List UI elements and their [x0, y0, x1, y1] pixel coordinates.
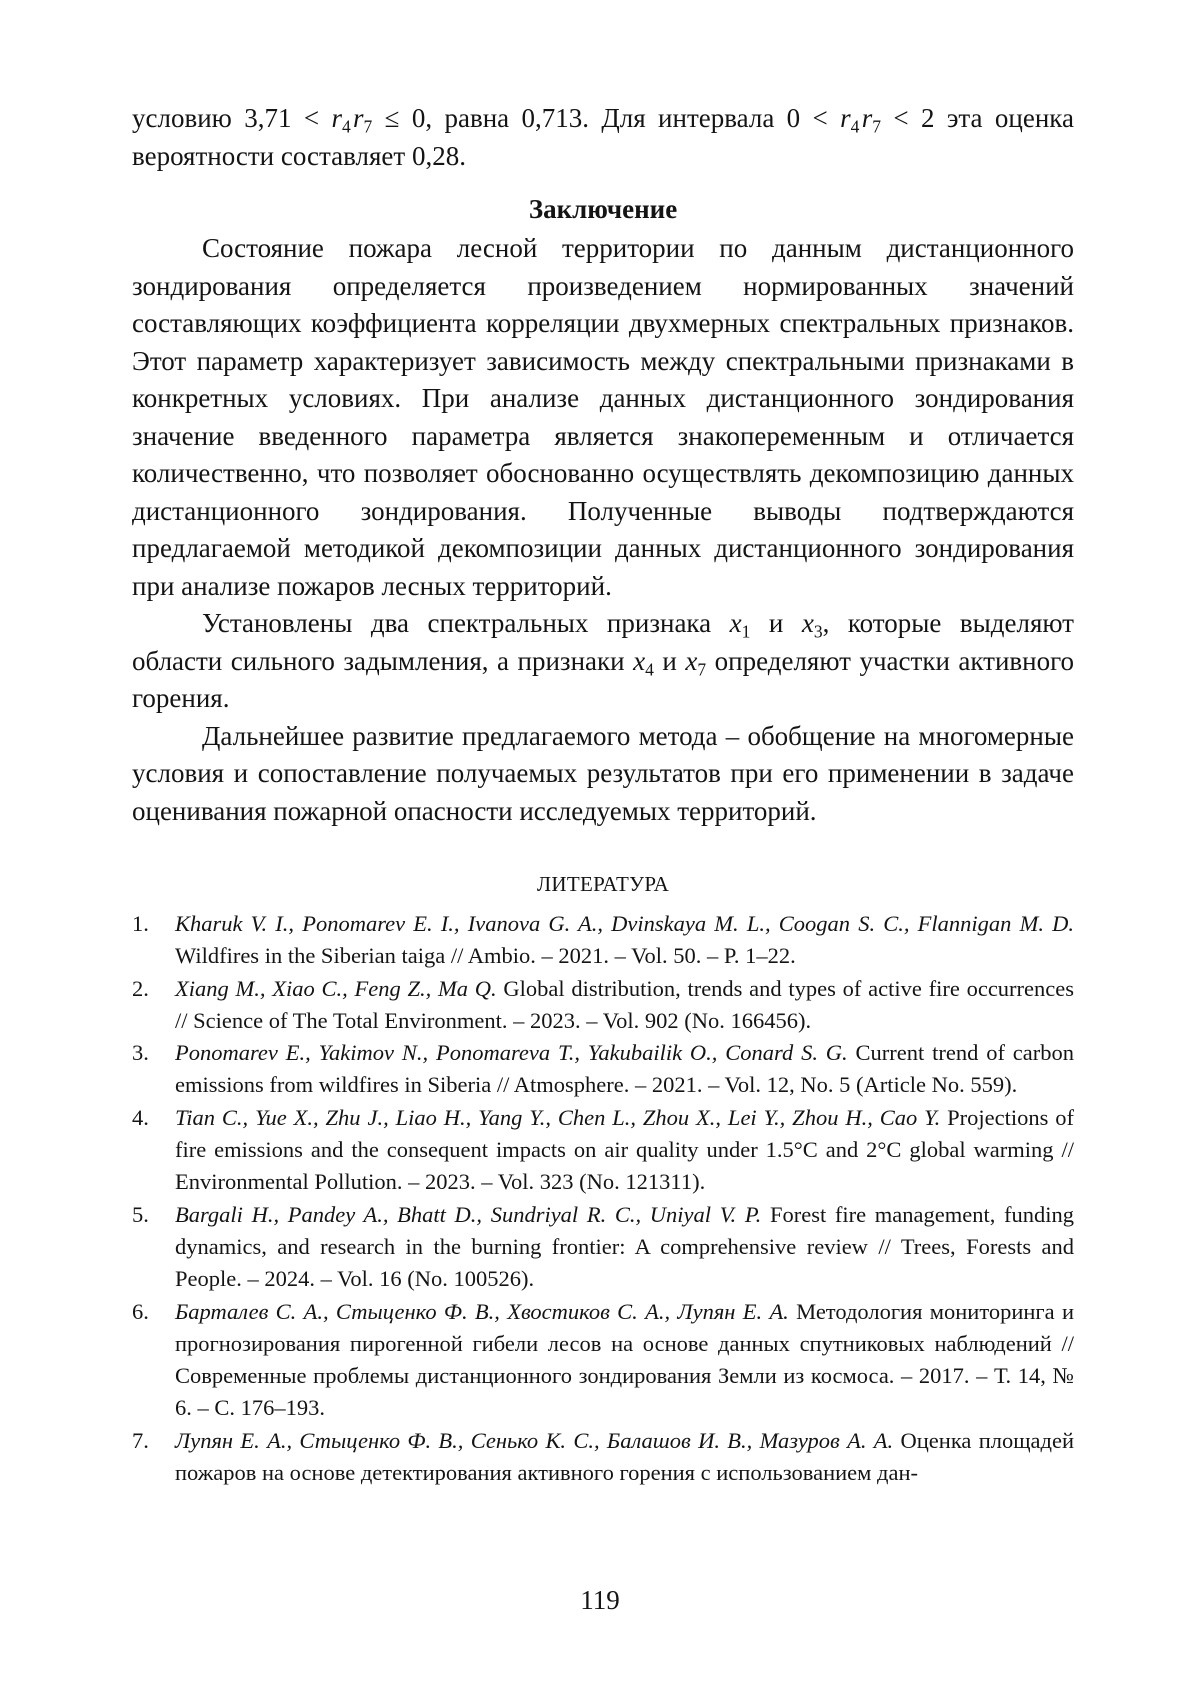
conclusion-paragraph-1: Состояние пожара лесной территории по данным дистанционного зондирования определяется произведением нормированных значений составляющих коэффициента корреляции двухмерных спектральных признаков. Этот параметр характеризует зависимость между спектральными признаками в конкретных условиях. При анализе данных дистанционного зондирования значение введенного параметра является знакопеременным и отличается количественно, что позволяет обоснованно осуществлять декомпозицию данных дистанционного зондирования. Полученные выводы подтверждаются предлагаемой методикой декомпозиции данных дистанционного зондирования при анализе пожаров лесных территорий.: [132, 233, 1074, 601]
paragraph-text: , которые выделяют области сильного задымления, а признаки: [132, 608, 1074, 676]
reference-list: [132, 908, 1074, 1489]
math-variable: x: [633, 645, 646, 676]
math-subscript: 4: [850, 116, 860, 137]
section-title: Заключение: [528, 194, 678, 224]
intro-paragraph: [132, 100, 1074, 175]
math-variable: x: [801, 608, 814, 638]
intro-text: условию 3,71 <: [132, 103, 332, 133]
reference-item: [132, 1425, 1074, 1490]
reference-item: [132, 1037, 1074, 1102]
reference-authors: Bargali H., Pandey A., Bhatt D., Sundriyal R. C., Uniyal V. P.: [175, 1201, 762, 1227]
reference-number: 2.: [132, 975, 149, 1001]
reference-number: 3.: [132, 1040, 149, 1066]
reference-authors: Лупян Е. А., Стыценко Ф. В., Сенько К. С., Балашов И. В., Мазуров А. А.: [175, 1427, 894, 1453]
intro-text: < 2 эта оценка вероятности составляет 0,28.: [132, 103, 1074, 171]
reference-text: Методология мониторинга и прогнозирования пирогенной гибели лесов на основе данных спутниковых наблюдений // Современные проблемы дистанционного зондирования Земли из космоса. – 2017. – Т. 14, № 6. – С. 176–193.: [175, 1298, 1074, 1421]
reference-item: [132, 973, 1074, 1038]
math-variable: r: [840, 103, 851, 133]
reference-authors: Tian C., Yue X., Zhu J., Liao H., Yang Y., Chen L., Zhou X., Lei Y., Zhou H., Cao Y.: [175, 1104, 941, 1130]
page-content: [132, 100, 1074, 1489]
reference-number: 4.: [132, 1104, 149, 1130]
reference-text: Current trend of carbon emissions from wildfires in Siberia // Atmosphere. – 2021. – Vol. 12, No. 5 (Article No. 559).: [175, 1040, 1075, 1098]
math-subscript: 4: [341, 116, 351, 137]
math-variable: x: [685, 645, 698, 676]
reference-authors: Kharuk V. I., Ponomarev E. I., Ivanova G. A., Dvinskaya M. L., Coogan S. C., Flannigan M. D.: [175, 911, 1074, 936]
reference-text: Projections of fire emissions and the consequent impacts on air quality under 1.5°C and 2°C global warming // Environmental Pollution. – 2023. – Vol. 323 (No. 121311).: [175, 1104, 1074, 1195]
page-number: 119: [580, 1585, 620, 1615]
conclusion-paragraph-2: [132, 605, 1074, 718]
reference-number: 1.: [132, 911, 149, 936]
math-subscript: 4: [645, 658, 654, 679]
math-subscript: 1: [741, 621, 751, 642]
reference-authors: Ponomarev E., Yakimov N., Ponomareva T., Yakubailik O., Conard S. G.: [175, 1040, 848, 1066]
math-subscript: 3: [813, 621, 823, 642]
literature-heading: ЛИТЕРАТУРА: [536, 872, 670, 896]
math-subscript: 7: [363, 116, 373, 137]
reference-item: [132, 1199, 1074, 1296]
math-variable: x: [729, 608, 742, 638]
reference-item: [132, 1296, 1074, 1425]
paragraph-text: определяют участки активного горения.: [132, 645, 1075, 713]
reference-number: 7.: [132, 1427, 149, 1453]
reference-text: Оценка площадей пожаров на основе детектирования активного горения с использованием дан-: [175, 1427, 1075, 1486]
reference-number: 5.: [132, 1201, 149, 1227]
reference-item: [132, 1102, 1074, 1199]
paragraph-text: Установлены два спектральных признака: [202, 608, 730, 638]
math-subscript: 7: [872, 116, 881, 137]
reference-item: [132, 908, 1074, 973]
paragraph-text: и: [750, 608, 802, 638]
math-variable: r: [352, 103, 364, 133]
paragraph-text: и: [653, 645, 686, 676]
conclusion-paragraph-3: Дальнейшее развитие предлагаемого метода – обобщение на многомерные условия и сопоставление получаемых результатов при его применении в задаче оценивания пожарной опасности исследуемых территорий.: [132, 720, 1074, 826]
reference-text: Forest fire management, funding dynamics, and research in the burning frontier: A comprehensive review // Trees, Forests and People. – 2024. – Vol. 16 (No. 100526).: [175, 1201, 1075, 1292]
reference-text: Wildfires in the Siberian taiga // Ambio. – 2021. – Vol. 50. – P. 1–22.: [175, 943, 796, 969]
reference-authors: Барталев С. А., Стыценко Ф. В., Хвостиков С. А., Лупян Е. А.: [175, 1298, 789, 1324]
intro-text: ≤ 0, равна 0,713. Для интервала 0 <: [372, 103, 841, 133]
reference-text: Global distribution, trends and types of active fire occurrences // Science of The Total Environment. – 2023. – Vol. 902 (No. 166456).: [175, 975, 1075, 1033]
reference-number: 6.: [132, 1298, 149, 1324]
reference-authors: Xiang M., Xiao C., Feng Z., Ma Q.: [175, 975, 497, 1001]
math-variable: r: [331, 103, 342, 133]
math-subscript: 7: [697, 658, 707, 679]
math-variable: r: [861, 103, 873, 133]
